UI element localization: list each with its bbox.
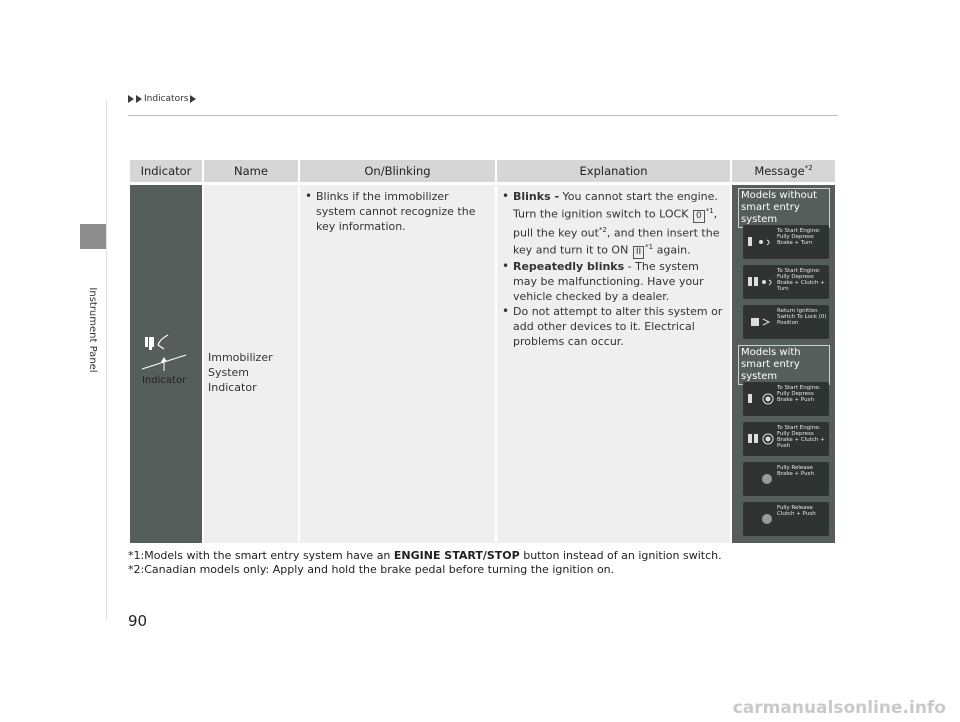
sidebar-divider xyxy=(106,100,107,620)
list-item: • Do not attempt to alter this system or add other devices to it. Electrical problems can occur. xyxy=(501,304,726,349)
message-screen: To Start Engine: Fully Depress Brake + Push xyxy=(743,382,829,416)
list-item: • Blinks if the immobilizer system cannot recognize the key information. xyxy=(304,189,491,234)
chevron-right-icon xyxy=(128,95,134,103)
footnotes xyxy=(128,549,722,577)
message-group-label: Models with smart entry system xyxy=(738,345,830,385)
push-button-icon xyxy=(747,432,775,446)
push-button-icon xyxy=(747,472,775,486)
message-group-label: Models without smart entry system xyxy=(738,188,830,228)
column-header-name: Name xyxy=(204,160,298,182)
explanation-cell xyxy=(497,185,730,543)
push-button-icon xyxy=(747,512,775,526)
lock-position-key: 0 xyxy=(693,210,705,223)
on-position-key: II xyxy=(633,246,644,259)
message-screen: To Start Engine: Fully Depress Brake + Turn xyxy=(743,225,829,259)
name-cell xyxy=(204,185,298,543)
key-turn-icon xyxy=(747,275,775,289)
watermark-url: carmanualsonline.info xyxy=(732,698,946,718)
list-item: • Repeatedly blinks - The system may be malfunctioning. Have your vehicle checked by a dealer. xyxy=(501,259,726,304)
on-blinking-cell xyxy=(300,185,495,543)
indicator-name-line1: Immobilizer xyxy=(208,351,273,364)
breadcrumb-item-indicators[interactable]: Indicators xyxy=(144,94,189,104)
header-rule xyxy=(128,115,838,116)
list-item: • Blinks - You cannot start the engine. Turn the ignition switch to LOCK 0 $^{*1}$, pull the key out$^{*2}$, and then insert the key and turn it to ON II $^{*1}$ again. xyxy=(501,189,726,259)
column-header-explanation: Explanation xyxy=(497,160,730,182)
footnote-2: *2:Canadian models only: Apply and hold the brake pedal before turning the ignition on. xyxy=(128,563,615,576)
message-screen: Return Ignition Switch To Lock (0) Position xyxy=(743,305,829,339)
key-return-icon xyxy=(747,315,775,329)
column-header-on-blinking: On/Blinking xyxy=(300,160,495,182)
message-screen: Fully Release Clutch + Push xyxy=(743,502,829,536)
page-number: 90 xyxy=(128,612,148,630)
indicator-name-line2: System Indicator xyxy=(208,366,257,394)
immobilizer-indicator-icon xyxy=(140,331,190,375)
indicator-cell xyxy=(130,185,202,543)
message-screen: To Start Engine: Fully Depress Brake + Clutch + Turn xyxy=(743,265,829,299)
message-screen: Fully Release Brake + Push xyxy=(743,462,829,496)
footnote-1: *1:Models with the smart entry system have an ENGINE START/STOP button instead of an ignition switch. xyxy=(128,549,722,562)
sidebar-section-label: Instrument Panel xyxy=(87,287,98,373)
section-tab-marker xyxy=(80,224,107,249)
message-cell xyxy=(732,185,835,543)
chevron-right-icon xyxy=(190,95,196,103)
message-screen: To Start Engine: Fully Depress Brake + Clutch + Push xyxy=(743,422,829,456)
chevron-right-icon xyxy=(136,95,142,103)
push-button-icon xyxy=(747,392,775,406)
key-turn-icon xyxy=(747,235,775,249)
indicator-table xyxy=(128,157,837,546)
column-header-indicator: Indicator xyxy=(130,160,202,182)
indicator-caption: Indicator xyxy=(142,375,187,386)
column-header-message: Message$^{*2}$ xyxy=(732,160,835,182)
table-row xyxy=(130,185,835,543)
breadcrumb[interactable] xyxy=(128,94,196,104)
